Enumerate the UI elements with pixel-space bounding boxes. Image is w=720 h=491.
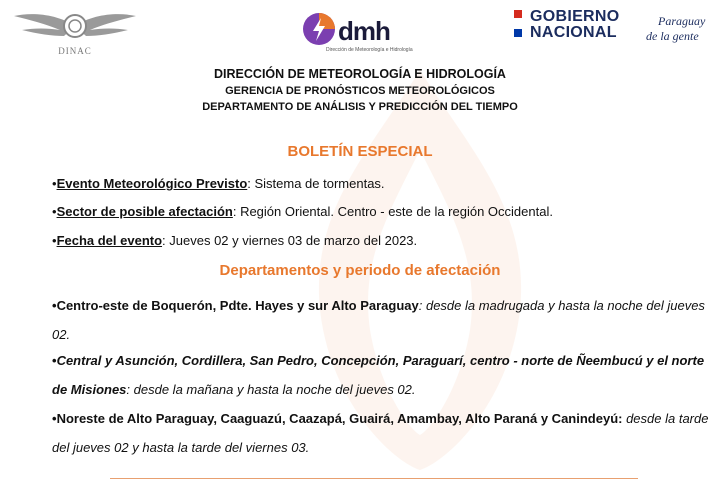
flag-red-square-icon <box>514 10 522 18</box>
department-period: desde la tarde del jueves 02 y hasta la tarde del viernes 03. <box>52 411 709 455</box>
bulletin-item-label: Fecha del evento <box>56 233 163 248</box>
department-entry <box>52 291 712 349</box>
bulletin-item-value: : Región Oriental. Centro - este de la región Occidental. <box>232 204 553 219</box>
department-regions: Central y Asunción, Cordillera, San Pedro, Concepción, Paraguarí, centro - norte de Ñeembucú y el norte de Misiones <box>52 353 705 397</box>
bulletin-item-value: : Jueves 02 y viernes 03 de marzo del 2023. <box>162 233 418 248</box>
department-regions: Noreste de Alto Paraguay, Caaguazú, Caazapá, Guairá, Amambay, Alto Paraná y Canindeyú: <box>56 411 623 426</box>
dinac-wordmark: DINAC <box>58 46 92 56</box>
bulletin-item-value: : Sistema de tormentas. <box>247 176 385 191</box>
department-entry <box>52 346 712 404</box>
nacional-word: NACIONAL <box>530 24 617 41</box>
bullet: • <box>52 298 57 313</box>
gobierno-word: GOBIERNO <box>530 8 620 25</box>
dmh-subtitle: Dirección de Meteorología e Hidrología <box>326 47 413 53</box>
dinac-logo <box>12 6 138 54</box>
paraguay-script: Paraguay <box>658 14 706 28</box>
bulletin-item-date: •Fecha del evento: Jueves 02 y viernes 03 de marzo del 2023. <box>52 233 418 248</box>
bulletin-title: BOLETÍN ESPECIAL <box>287 143 433 160</box>
bulletin-item-sector: •Sector de posible afectación: Región Oriental. Centro - este de la región Occidental. <box>52 204 553 219</box>
department-subtitle: DEPARTAMENTO DE ANÁLISIS Y PREDICCIÓN DEL TIEMPO <box>202 101 518 113</box>
bulletin-item-label: Evento Meteorológico Previsto <box>56 176 248 191</box>
dmh-logo <box>302 10 422 52</box>
bullet: • <box>52 353 57 368</box>
dmh-wordmark: dmh <box>338 16 390 46</box>
storm-bolt-icon <box>302 12 336 46</box>
departments-title: Departamentos y periodo de afectación <box>219 262 501 279</box>
department-entry <box>52 404 712 462</box>
bottom-divider <box>110 478 638 479</box>
bulletin-item-label: Sector de posible afectación <box>56 204 233 219</box>
institution-title: DIRECCIÓN DE METEOROLOGÍA E HIDROLOGÍA <box>214 67 506 81</box>
department-regions: Centro-este de Boquerón, Pdte. Hayes y sur Alto Paraguay <box>56 298 419 313</box>
flag-blue-square-icon <box>514 29 522 37</box>
winged-emblem-icon <box>12 6 138 46</box>
department-period: : desde la mañana y hasta la noche del jueves 02. <box>126 382 416 397</box>
de-la-gente-script: de la gente <box>646 29 699 43</box>
gobierno-nacional-logo <box>510 8 710 46</box>
management-subtitle: GERENCIA DE PRONÓSTICOS METEOROLÓGICOS <box>225 85 495 97</box>
department-period: : desde la madrugada y hasta la noche del jueves 02. <box>52 298 705 342</box>
bullet: • <box>52 411 57 426</box>
bulletin-item-event: •Evento Meteorológico Previsto: Sistema de tormentas. <box>52 176 385 191</box>
